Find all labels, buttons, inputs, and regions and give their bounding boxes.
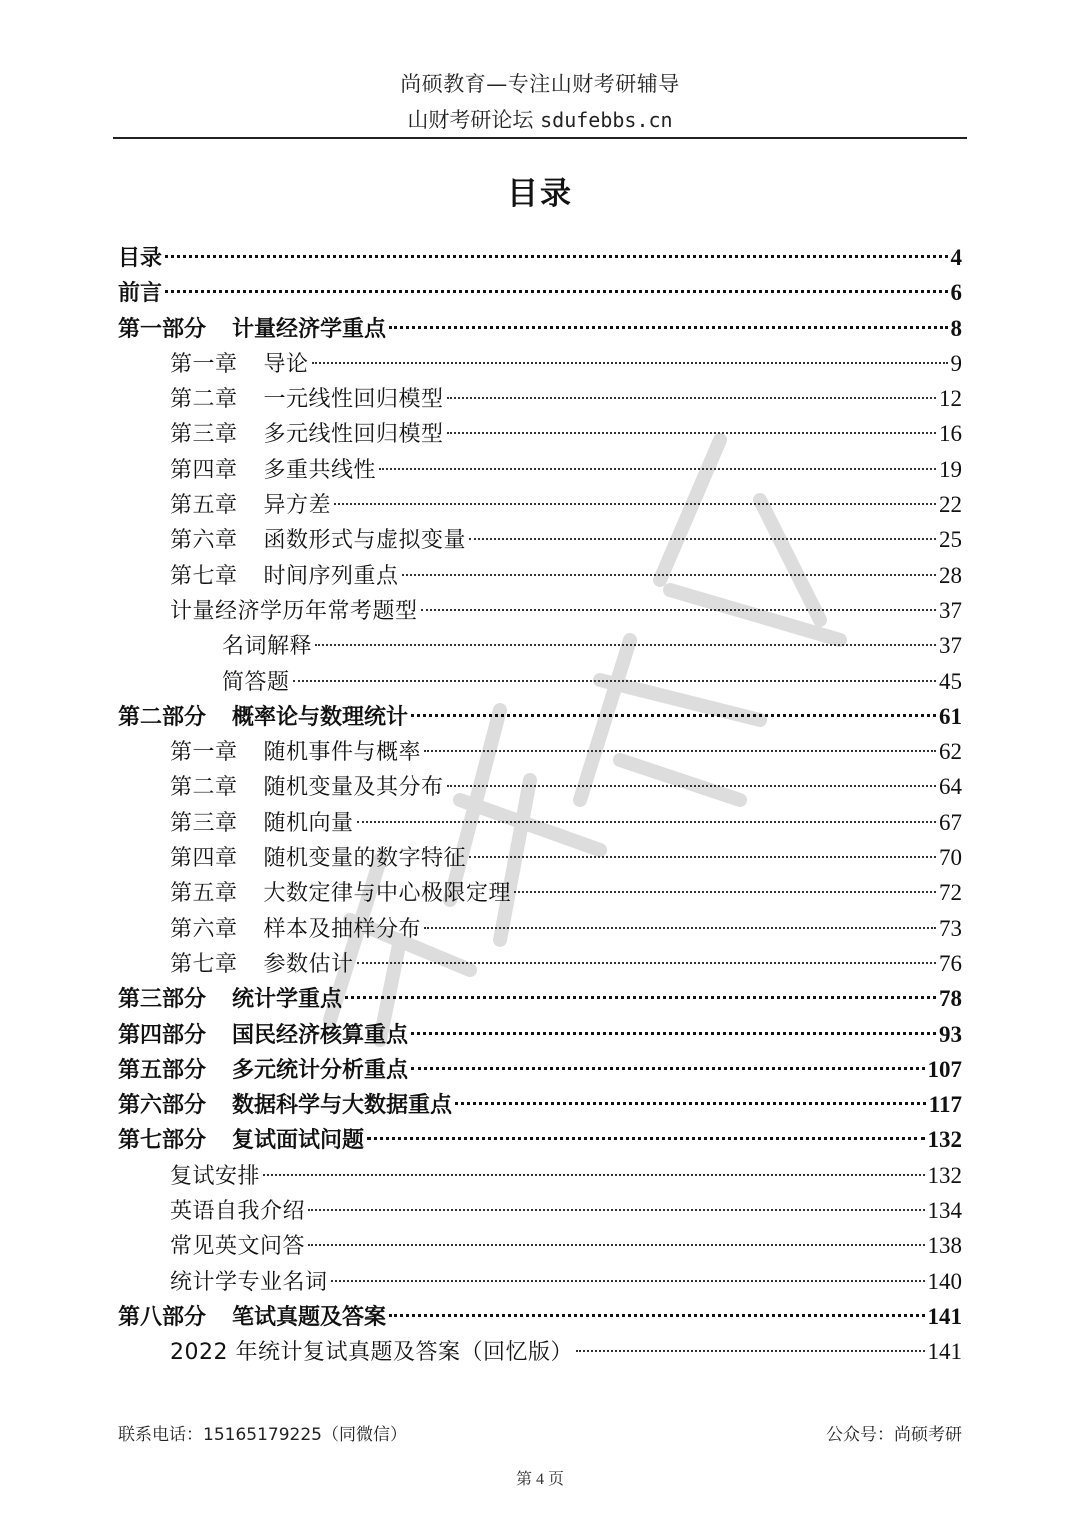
header-forum-name: 山财考研论坛 <box>407 108 534 132</box>
toc-entry-label: 第六章 <box>170 528 238 554</box>
toc-entry[interactable] <box>118 1193 962 1228</box>
toc-entry-label: 第四章 <box>170 457 238 483</box>
toc-leader-dots <box>469 538 936 540</box>
toc-entry-title <box>170 841 466 876</box>
toc-leader-dots <box>345 996 936 999</box>
toc-entry-text: 统计学专业名词 <box>170 1269 328 1295</box>
toc-entry[interactable] <box>118 699 962 734</box>
toc-entry-page: 28 <box>939 562 962 588</box>
toc-entry[interactable] <box>118 1087 962 1122</box>
toc-entry-page: 25 <box>939 527 962 553</box>
toc-entry-text: 2022 年统计复试真题及答案（回忆版） <box>170 1340 573 1366</box>
toc-leader-dots <box>424 927 936 929</box>
toc-leader-dots <box>447 432 936 434</box>
toc-entry-title <box>222 665 290 700</box>
toc-entry-text: 函数形式与虚拟变量 <box>263 528 467 554</box>
toc-entry[interactable] <box>118 487 962 522</box>
toc-entry-page: 61 <box>939 703 962 729</box>
toc-entry-text: 复试面试问题 <box>232 1128 365 1154</box>
toc-entry-title <box>170 806 354 841</box>
toc-entry-label: 第五章 <box>170 881 238 907</box>
toc-entry-title <box>170 876 511 911</box>
toc-entry-title <box>170 417 444 452</box>
toc-leader-dots <box>308 1244 924 1246</box>
header-line2 <box>0 104 1080 134</box>
toc-entry-label: 第三章 <box>170 810 238 836</box>
toc-entry-page: 70 <box>939 845 962 871</box>
toc-leader-dots <box>367 1137 924 1140</box>
toc-entry[interactable] <box>118 558 962 593</box>
toc-leader-dots <box>402 574 936 576</box>
toc-entry[interactable] <box>118 911 962 946</box>
toc-entry-page: 64 <box>939 774 962 800</box>
toc-entry-label: 第七章 <box>170 951 238 977</box>
toc-entry-label: 第五章 <box>170 493 238 519</box>
toc-entry[interactable] <box>118 1264 962 1299</box>
toc-entry-label: 第四章 <box>170 846 238 872</box>
toc-entry-text: 简答题 <box>222 669 290 695</box>
toc-leader-dots <box>514 891 936 893</box>
toc-entry-title <box>170 735 421 770</box>
toc-entry-label: 第一章 <box>170 740 238 766</box>
toc-entry-label: 第三部分 <box>118 987 207 1013</box>
toc-entry-page: 141 <box>927 1303 962 1329</box>
toc-leader-dots <box>165 290 947 293</box>
toc-entry-text: 随机事件与概率 <box>263 740 422 766</box>
toc-entry-text: 计量经济学重点 <box>232 316 387 342</box>
toc-leader-dots <box>312 362 948 364</box>
toc-leader-dots <box>331 1280 925 1282</box>
toc-entry-text: 多重共线性 <box>263 457 377 483</box>
toc-entry[interactable] <box>118 1122 962 1157</box>
toc-entry[interactable] <box>118 734 962 769</box>
toc-entry-text: 国民经济核算重点 <box>232 1022 409 1048</box>
toc-entry-page: 37 <box>939 597 962 623</box>
toc-leader-dots <box>334 503 936 505</box>
toc-entry[interactable] <box>118 1017 962 1052</box>
toc-entry-page: 134 <box>927 1198 962 1224</box>
header-rule <box>113 137 967 139</box>
toc-entry-text: 时间序列重点 <box>263 563 399 589</box>
toc-leader-dots <box>357 962 936 964</box>
toc-entry-text: 随机向量 <box>263 810 354 836</box>
toc-entry-text: 多元统计分析重点 <box>232 1057 409 1083</box>
toc-entry-text: 统计学重点 <box>232 987 343 1013</box>
toc-entry-page: 78 <box>939 986 962 1012</box>
toc-entry[interactable] <box>118 275 962 310</box>
toc-entry-title <box>170 1229 305 1264</box>
toc-entry[interactable] <box>118 628 962 663</box>
toc-leader-dots <box>469 856 936 858</box>
toc-entry-title <box>170 488 331 523</box>
toc-entry[interactable] <box>118 593 962 628</box>
toc-leader-dots <box>455 1102 926 1105</box>
toc-entry[interactable] <box>118 664 962 699</box>
toc-entry-title <box>170 382 444 417</box>
toc-entry-title <box>222 629 312 664</box>
toc-entry-title <box>170 594 418 629</box>
toc-entry[interactable] <box>118 240 962 275</box>
toc-entry-title <box>170 1335 573 1370</box>
toc-entry-label: 第二部分 <box>118 704 207 730</box>
toc-entry-title <box>118 700 408 735</box>
toc-entry[interactable] <box>118 1334 962 1369</box>
toc-entry-text: 随机变量及其分布 <box>263 775 444 801</box>
toc-entry[interactable] <box>118 805 962 840</box>
toc-entry-label: 第二章 <box>170 387 238 413</box>
toc-entry-text: 大数定律与中心极限定理 <box>263 881 512 907</box>
toc-entry-title <box>118 241 162 276</box>
toc-entry-page: 107 <box>927 1056 962 1082</box>
toc-entry-title <box>118 1053 408 1088</box>
toc-entry-page: 12 <box>939 386 962 412</box>
toc-entry-label: 第八部分 <box>118 1304 207 1330</box>
toc-entry[interactable] <box>118 769 962 804</box>
toc-entry-title <box>170 523 466 558</box>
toc-entry-page: 45 <box>939 668 962 694</box>
toc-entry[interactable] <box>118 840 962 875</box>
toc-entry[interactable] <box>118 981 962 1016</box>
toc-entry-label: 第一部分 <box>118 316 207 342</box>
page-number: 第 4 页 <box>515 1471 564 1488</box>
toc-entry-label: 第七部分 <box>118 1128 207 1154</box>
toc-entry-page: 22 <box>939 492 962 518</box>
toc-entry-text: 参数估计 <box>263 951 354 977</box>
toc-entry-page: 72 <box>939 880 962 906</box>
toc-entry-page: 8 <box>950 315 962 341</box>
toc-entry-text: 异方差 <box>263 493 332 519</box>
toc-leader-dots <box>411 1067 924 1070</box>
toc-entry[interactable] <box>118 875 962 910</box>
toc-entry[interactable] <box>118 311 962 346</box>
table-of-contents <box>118 240 962 1370</box>
toc-entry-title <box>170 1265 328 1300</box>
toc-entry-label: 第五部分 <box>118 1057 207 1083</box>
toc-leader-dots <box>293 680 936 682</box>
toc-entry-title <box>118 982 342 1017</box>
header-forum-url: sdufebbs.cn <box>540 108 673 132</box>
toc-entry-title <box>170 347 309 382</box>
footer-public-account: 公众号：尚硕考研 <box>826 1425 962 1445</box>
toc-entry-page: 6 <box>950 280 962 306</box>
toc-entry-label: 第七章 <box>170 563 238 589</box>
toc-entry-label: 第六部分 <box>118 1093 207 1119</box>
toc-entry-title <box>118 276 162 311</box>
toc-leader-dots <box>411 1032 936 1035</box>
toc-entry-page: 132 <box>927 1162 962 1188</box>
toc-leader-dots <box>447 397 936 399</box>
toc-entry-text: 多元线性回归模型 <box>263 422 444 448</box>
toc-entry-page: 140 <box>927 1268 962 1294</box>
toc-entry-text: 常见英文问答 <box>170 1234 306 1260</box>
footer-contact: 联系电话：15165179225（同微信） <box>118 1425 407 1445</box>
toc-leader-dots <box>424 750 936 752</box>
toc-entry-title <box>118 1088 452 1123</box>
toc-entry-text: 前言 <box>118 281 163 307</box>
toc-entry[interactable] <box>118 452 962 487</box>
toc-leader-dots <box>165 255 947 258</box>
toc-entry-title <box>170 1194 305 1229</box>
toc-entry-text: 样本及抽样分布 <box>263 916 422 942</box>
toc-leader-dots <box>389 326 947 329</box>
toc-entry-label: 第六章 <box>170 916 238 942</box>
toc-entry-title <box>170 947 354 982</box>
toc-entry-title <box>118 312 386 347</box>
toc-entry-text: 计量经济学历年常考题型 <box>170 598 418 624</box>
toc-leader-dots <box>411 714 936 717</box>
toc-entry-title <box>170 453 376 488</box>
toc-entry-page: 76 <box>939 950 962 976</box>
toc-entry[interactable] <box>118 1299 962 1334</box>
toc-entry-page: 117 <box>928 1092 962 1118</box>
toc-entry[interactable] <box>118 1052 962 1087</box>
toc-entry-title <box>170 1159 260 1194</box>
toc-entry-title <box>170 559 399 594</box>
toc-entry-label: 第三章 <box>170 422 238 448</box>
toc-entry-page: 37 <box>939 633 962 659</box>
toc-entry-page: 93 <box>939 1021 962 1047</box>
toc-entry-text: 一元线性回归模型 <box>263 387 444 413</box>
toc-entry-text: 概率论与数理统计 <box>232 704 409 730</box>
toc-entry[interactable] <box>118 416 962 451</box>
header-line1: 尚硕教育—专注山财考研辅导 <box>400 72 680 96</box>
toc-entry[interactable] <box>118 381 962 416</box>
toc-entry-title <box>170 912 421 947</box>
toc-entry-label: 第一章 <box>170 351 238 377</box>
toc-entry-title <box>118 1300 386 1335</box>
toc-leader-dots <box>379 468 936 470</box>
toc-entry-text: 导论 <box>263 351 309 377</box>
toc-entry[interactable] <box>118 346 962 381</box>
toc-entry-page: 132 <box>927 1127 962 1153</box>
toc-entry-text: 随机变量的数字特征 <box>263 846 467 872</box>
toc-entry-title <box>118 1123 364 1158</box>
toc-entry[interactable] <box>118 946 962 981</box>
toc-entry-page: 73 <box>939 915 962 941</box>
toc-entry-page: 16 <box>939 421 962 447</box>
toc-leader-dots <box>357 821 936 823</box>
toc-entry-page: 62 <box>939 739 962 765</box>
toc-leader-dots <box>576 1350 925 1352</box>
toc-leader-dots <box>389 1314 924 1317</box>
toc-entry-label: 第二章 <box>170 775 238 801</box>
toc-entry-page: 67 <box>939 809 962 835</box>
toc-entry[interactable] <box>118 522 962 557</box>
toc-leader-dots <box>421 609 936 611</box>
toc-leader-dots <box>263 1174 924 1176</box>
toc-entry-text: 笔试真题及答案 <box>232 1304 387 1330</box>
toc-entry[interactable] <box>118 1228 962 1263</box>
toc-entry-text: 名词解释 <box>222 634 313 660</box>
toc-entry-text: 复试安排 <box>170 1163 261 1189</box>
toc-entry-page: 9 <box>950 350 962 376</box>
toc-leader-dots <box>308 1209 924 1211</box>
toc-entry-title <box>118 1018 408 1053</box>
page-title: 目录 <box>507 176 573 212</box>
toc-entry-text: 英语自我介绍 <box>170 1199 306 1225</box>
toc-entry[interactable] <box>118 1158 962 1193</box>
toc-leader-dots <box>315 644 936 646</box>
toc-leader-dots <box>447 785 936 787</box>
toc-entry-page: 141 <box>927 1339 962 1365</box>
toc-entry-text: 数据科学与大数据重点 <box>232 1093 453 1119</box>
toc-entry-page: 138 <box>927 1233 962 1259</box>
toc-entry-page: 19 <box>939 456 962 482</box>
toc-entry-title <box>170 770 444 805</box>
toc-entry-text: 目录 <box>118 246 163 271</box>
toc-entry-page: 4 <box>950 245 962 270</box>
toc-entry-label: 第四部分 <box>118 1022 207 1048</box>
